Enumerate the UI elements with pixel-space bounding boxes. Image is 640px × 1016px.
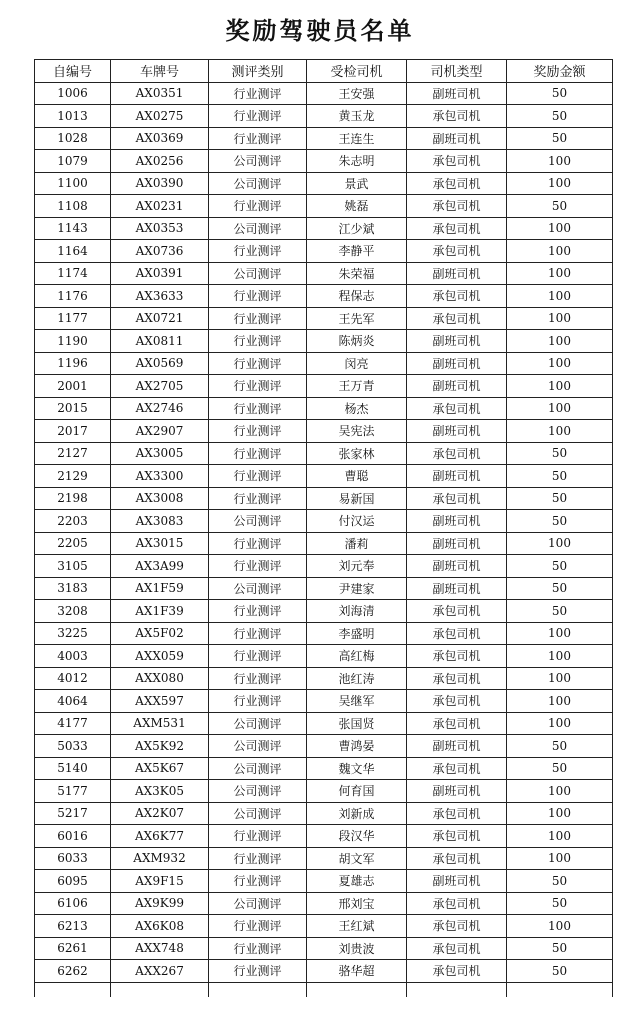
cell-award: 100 <box>507 802 613 825</box>
cell-driver: 刘海清 <box>307 600 407 623</box>
table-row <box>35 960 613 983</box>
cell-award: 50 <box>507 937 613 960</box>
cell-driver-type: 承包司机 <box>407 307 507 330</box>
cell-award: 100 <box>507 847 613 870</box>
cell-driver-type: 副班司机 <box>407 375 507 398</box>
cell-driver-type: 副班司机 <box>407 420 507 443</box>
cell-id: 6106 <box>35 892 111 915</box>
cell-id: 5217 <box>35 802 111 825</box>
cell-plate: AX3005 <box>111 442 209 465</box>
cell-eval-type: 行业测评 <box>209 555 307 578</box>
cell-award: 50 <box>507 960 613 983</box>
cell-plate: AX0351 <box>111 82 209 105</box>
document-title: 奖励驾驶员名单 <box>225 17 415 45</box>
cell-eval-type: 行业测评 <box>209 600 307 623</box>
cell-award: 50 <box>507 892 613 915</box>
cell-plate: AXX267 <box>111 960 209 983</box>
cell-award: 100 <box>507 532 613 555</box>
cell-driver-type: 承包司机 <box>407 105 507 128</box>
cell-plate: AX3300 <box>111 465 209 488</box>
cell-eval-type: 行业测评 <box>209 285 307 308</box>
cell-eval-type: 行业测评 <box>209 240 307 263</box>
cell-driver: 江少斌 <box>307 217 407 240</box>
cell-id: 4064 <box>35 690 111 713</box>
cell-plate: AX0390 <box>111 172 209 195</box>
table-row <box>35 420 613 443</box>
cell-driver-type: 承包司机 <box>407 847 507 870</box>
cell-plate: AX5K67 <box>111 757 209 780</box>
table-row <box>35 172 613 195</box>
table-row <box>35 150 613 173</box>
cell-id: 1013 <box>35 105 111 128</box>
cell-driver: 闵亮 <box>307 352 407 375</box>
table-row <box>35 240 613 263</box>
cell-driver: 王连生 <box>307 127 407 150</box>
cell-plate: AXX059 <box>111 645 209 668</box>
cell-driver: 刘新成 <box>307 802 407 825</box>
cell-driver-type: 承包司机 <box>407 960 507 983</box>
cell-driver: 张国贤 <box>307 712 407 735</box>
column-header-driver-type: 司机类型 <box>407 60 507 83</box>
cell-award: 50 <box>507 442 613 465</box>
award-driver-table <box>34 59 613 997</box>
cell-plate: AX0256 <box>111 150 209 173</box>
cell-plate: AXX080 <box>111 667 209 690</box>
cell-eval-type: 公司测评 <box>209 577 307 600</box>
cell-id: 4003 <box>35 645 111 668</box>
cell-id: 2015 <box>35 397 111 420</box>
cell-id: 2001 <box>35 375 111 398</box>
cell-award: 100 <box>507 645 613 668</box>
cell-id: 1108 <box>35 195 111 218</box>
cell-id: 4177 <box>35 712 111 735</box>
cell-award: 100 <box>507 667 613 690</box>
cell-id: 3208 <box>35 600 111 623</box>
column-header-award: 奖励金额 <box>507 60 613 83</box>
cell-eval-type: 公司测评 <box>209 735 307 758</box>
cell-eval-type: 公司测评 <box>209 262 307 285</box>
cell-award: 100 <box>507 307 613 330</box>
cell-driver: 付汉运 <box>307 510 407 533</box>
cell-eval-type: 公司测评 <box>209 802 307 825</box>
cell-driver-type: 副班司机 <box>407 127 507 150</box>
cell-driver: 朱志明 <box>307 150 407 173</box>
cell-driver-type: 承包司机 <box>407 802 507 825</box>
cell-eval-type: 行业测评 <box>209 960 307 983</box>
cell-id: 2198 <box>35 487 111 510</box>
cell-plate: AX2705 <box>111 375 209 398</box>
cell-driver: 王万青 <box>307 375 407 398</box>
cell-driver-type: 承包司机 <box>407 285 507 308</box>
cell-driver-type: 承包司机 <box>407 487 507 510</box>
cell-eval-type: 行业测评 <box>209 622 307 645</box>
cell-driver-type: 承包司机 <box>407 442 507 465</box>
cell-award: 100 <box>507 825 613 848</box>
cell-eval-type: 公司测评 <box>209 892 307 915</box>
cell-award: 50 <box>507 600 613 623</box>
cell-id: 6095 <box>35 870 111 893</box>
table-row <box>35 712 613 735</box>
cell-id: 1079 <box>35 150 111 173</box>
cell-driver: 姚磊 <box>307 195 407 218</box>
table-row <box>35 487 613 510</box>
column-header-driver: 受检司机 <box>307 60 407 83</box>
cell-id: 6016 <box>35 825 111 848</box>
cell-driver-type: 副班司机 <box>407 735 507 758</box>
cell-driver: 刘贵波 <box>307 937 407 960</box>
cell-eval-type: 行业测评 <box>209 397 307 420</box>
cell-driver: 邢刘宝 <box>307 892 407 915</box>
cell-award: 100 <box>507 622 613 645</box>
table-row <box>35 510 613 533</box>
cell-id: 2205 <box>35 532 111 555</box>
cell-driver: 王先军 <box>307 307 407 330</box>
cell-driver-type: 副班司机 <box>407 82 507 105</box>
cell-award: 50 <box>507 195 613 218</box>
cell-plate: AX0369 <box>111 127 209 150</box>
cell-award: 100 <box>507 217 613 240</box>
column-header-plate: 车牌号 <box>111 60 209 83</box>
table-row <box>35 937 613 960</box>
cell-eval-type: 行业测评 <box>209 487 307 510</box>
cell-award: 50 <box>507 82 613 105</box>
cell-id: 5140 <box>35 757 111 780</box>
cell-plate: AX9F15 <box>111 870 209 893</box>
cell-award: 50 <box>507 555 613 578</box>
cell-plate: AX3008 <box>111 487 209 510</box>
cell-driver: 吴继军 <box>307 690 407 713</box>
cell-driver-type: 承包司机 <box>407 172 507 195</box>
cell-award: 100 <box>507 330 613 353</box>
table-row <box>35 442 613 465</box>
cell-award: 50 <box>507 487 613 510</box>
table-row <box>35 397 613 420</box>
cell-driver-type: 承包司机 <box>407 397 507 420</box>
cell-id: 2203 <box>35 510 111 533</box>
table-row <box>35 600 613 623</box>
cell-award: 100 <box>507 420 613 443</box>
cell-eval-type: 行业测评 <box>209 307 307 330</box>
table-row <box>35 195 613 218</box>
cell-eval-type: 行业测评 <box>209 127 307 150</box>
cell-eval-type: 行业测评 <box>209 352 307 375</box>
cell-driver: 段汉华 <box>307 825 407 848</box>
cell-driver: 李静平 <box>307 240 407 263</box>
cell-driver-type: 副班司机 <box>407 465 507 488</box>
table-row <box>35 690 613 713</box>
cell-driver: 黄玉龙 <box>307 105 407 128</box>
empty-cell <box>209 982 307 997</box>
table-row <box>35 375 613 398</box>
cell-plate: AXM932 <box>111 847 209 870</box>
cell-plate: AX0231 <box>111 195 209 218</box>
cell-eval-type: 行业测评 <box>209 105 307 128</box>
table-row <box>35 105 613 128</box>
table-row <box>35 217 613 240</box>
cell-plate: AX3015 <box>111 532 209 555</box>
table-row <box>35 330 613 353</box>
table-row <box>35 555 613 578</box>
cell-driver: 朱荣福 <box>307 262 407 285</box>
table-row <box>35 307 613 330</box>
table-row <box>35 82 613 105</box>
cell-eval-type: 行业测评 <box>209 915 307 938</box>
table-row <box>35 802 613 825</box>
table-row <box>35 757 613 780</box>
cell-id: 1143 <box>35 217 111 240</box>
cell-id: 2129 <box>35 465 111 488</box>
cell-driver-type: 副班司机 <box>407 555 507 578</box>
cell-plate: AX0391 <box>111 262 209 285</box>
cell-award: 50 <box>507 465 613 488</box>
cell-driver: 王安强 <box>307 82 407 105</box>
cell-award: 100 <box>507 150 613 173</box>
table-row <box>35 127 613 150</box>
cell-id: 1006 <box>35 82 111 105</box>
cell-plate: AX1F39 <box>111 600 209 623</box>
cell-plate: AX3K05 <box>111 780 209 803</box>
cell-id: 2017 <box>35 420 111 443</box>
cell-driver-type: 副班司机 <box>407 510 507 533</box>
cell-driver: 胡文军 <box>307 847 407 870</box>
cell-eval-type: 行业测评 <box>209 442 307 465</box>
cell-plate: AX0736 <box>111 240 209 263</box>
cell-driver: 曹鸿晏 <box>307 735 407 758</box>
cell-id: 5177 <box>35 780 111 803</box>
cell-driver: 刘元奉 <box>307 555 407 578</box>
cell-driver: 尹建家 <box>307 577 407 600</box>
table-row <box>35 577 613 600</box>
empty-cell <box>407 982 507 997</box>
cell-award: 100 <box>507 712 613 735</box>
cell-id: 1100 <box>35 172 111 195</box>
cell-id: 1196 <box>35 352 111 375</box>
cell-award: 50 <box>507 735 613 758</box>
cell-driver-type: 承包司机 <box>407 892 507 915</box>
cell-driver-type: 承包司机 <box>407 712 507 735</box>
cell-driver: 夏雄志 <box>307 870 407 893</box>
cell-award: 100 <box>507 375 613 398</box>
cell-id: 3225 <box>35 622 111 645</box>
cell-driver-type: 承包司机 <box>407 600 507 623</box>
cell-driver: 高红梅 <box>307 645 407 668</box>
cell-driver-type: 副班司机 <box>407 330 507 353</box>
cell-driver: 张家林 <box>307 442 407 465</box>
cell-driver-type: 副班司机 <box>407 262 507 285</box>
cell-id: 3183 <box>35 577 111 600</box>
cell-plate: AX0811 <box>111 330 209 353</box>
cell-driver: 骆华超 <box>307 960 407 983</box>
cell-award: 50 <box>507 127 613 150</box>
cell-eval-type: 行业测评 <box>209 825 307 848</box>
table-row <box>35 780 613 803</box>
cell-plate: AX3633 <box>111 285 209 308</box>
cell-driver-type: 承包司机 <box>407 915 507 938</box>
table-row-continuation <box>35 982 613 997</box>
table-row <box>35 262 613 285</box>
cell-eval-type: 公司测评 <box>209 757 307 780</box>
cell-plate: AX5K92 <box>111 735 209 758</box>
cell-plate: AX9K99 <box>111 892 209 915</box>
table-row <box>35 735 613 758</box>
cell-plate: AX0721 <box>111 307 209 330</box>
cell-driver: 易新国 <box>307 487 407 510</box>
cell-driver: 王红斌 <box>307 915 407 938</box>
cell-award: 100 <box>507 352 613 375</box>
table-row <box>35 667 613 690</box>
cell-plate: AX2907 <box>111 420 209 443</box>
cell-eval-type: 行业测评 <box>209 465 307 488</box>
cell-driver-type: 承包司机 <box>407 240 507 263</box>
cell-id: 1177 <box>35 307 111 330</box>
cell-driver-type: 副班司机 <box>407 577 507 600</box>
cell-id: 1028 <box>35 127 111 150</box>
cell-plate: AX5F02 <box>111 622 209 645</box>
cell-driver-type: 承包司机 <box>407 690 507 713</box>
cell-eval-type: 公司测评 <box>209 510 307 533</box>
cell-plate: AX6K77 <box>111 825 209 848</box>
cell-driver-type: 副班司机 <box>407 352 507 375</box>
cell-driver-type: 副班司机 <box>407 780 507 803</box>
column-header-eval-type: 测评类别 <box>209 60 307 83</box>
cell-award: 100 <box>507 780 613 803</box>
cell-eval-type: 公司测评 <box>209 217 307 240</box>
cell-driver: 程保志 <box>307 285 407 308</box>
cell-id: 5033 <box>35 735 111 758</box>
cell-id: 1164 <box>35 240 111 263</box>
cell-id: 6213 <box>35 915 111 938</box>
cell-plate: AXX597 <box>111 690 209 713</box>
cell-award: 50 <box>507 577 613 600</box>
table-row <box>35 847 613 870</box>
table-row <box>35 645 613 668</box>
cell-eval-type: 行业测评 <box>209 847 307 870</box>
cell-award: 50 <box>507 870 613 893</box>
cell-eval-type: 行业测评 <box>209 82 307 105</box>
cell-driver: 杨杰 <box>307 397 407 420</box>
cell-plate: AX0275 <box>111 105 209 128</box>
cell-award: 100 <box>507 397 613 420</box>
cell-driver: 魏文华 <box>307 757 407 780</box>
cell-plate: AX3083 <box>111 510 209 533</box>
cell-eval-type: 行业测评 <box>209 870 307 893</box>
cell-eval-type: 行业测评 <box>209 645 307 668</box>
cell-driver-type: 副班司机 <box>407 532 507 555</box>
table-row <box>35 825 613 848</box>
cell-plate: AX0569 <box>111 352 209 375</box>
cell-eval-type: 行业测评 <box>209 195 307 218</box>
cell-id: 1174 <box>35 262 111 285</box>
cell-award: 100 <box>507 172 613 195</box>
empty-cell <box>35 982 111 997</box>
cell-id: 1176 <box>35 285 111 308</box>
cell-eval-type: 行业测评 <box>209 330 307 353</box>
cell-plate: AX1F59 <box>111 577 209 600</box>
table-row <box>35 870 613 893</box>
cell-id: 3105 <box>35 555 111 578</box>
cell-id: 1190 <box>35 330 111 353</box>
cell-plate: AX6K08 <box>111 915 209 938</box>
cell-plate: AXM531 <box>111 712 209 735</box>
cell-award: 50 <box>507 757 613 780</box>
cell-eval-type: 公司测评 <box>209 150 307 173</box>
cell-driver-type: 承包司机 <box>407 622 507 645</box>
cell-eval-type: 行业测评 <box>209 937 307 960</box>
table-body <box>35 82 613 997</box>
cell-award: 100 <box>507 690 613 713</box>
cell-plate: AX2746 <box>111 397 209 420</box>
cell-eval-type: 公司测评 <box>209 780 307 803</box>
empty-cell <box>111 982 209 997</box>
cell-plate: AX0353 <box>111 217 209 240</box>
cell-eval-type: 行业测评 <box>209 420 307 443</box>
cell-id: 6262 <box>35 960 111 983</box>
cell-eval-type: 行业测评 <box>209 667 307 690</box>
cell-eval-type: 行业测评 <box>209 375 307 398</box>
cell-plate: AX2K07 <box>111 802 209 825</box>
table-row <box>35 532 613 555</box>
cell-driver-type: 承包司机 <box>407 825 507 848</box>
cell-award: 100 <box>507 285 613 308</box>
cell-driver-type: 承包司机 <box>407 937 507 960</box>
cell-driver: 曹聪 <box>307 465 407 488</box>
cell-id: 2127 <box>35 442 111 465</box>
cell-award: 100 <box>507 262 613 285</box>
cell-award: 50 <box>507 105 613 128</box>
cell-driver-type: 承包司机 <box>407 757 507 780</box>
cell-driver-type: 副班司机 <box>407 870 507 893</box>
cell-id: 4012 <box>35 667 111 690</box>
cell-driver-type: 承包司机 <box>407 195 507 218</box>
cell-driver: 吴宪法 <box>307 420 407 443</box>
table-row <box>35 285 613 308</box>
cell-driver-type: 承包司机 <box>407 150 507 173</box>
cell-plate: AX3A99 <box>111 555 209 578</box>
cell-driver: 景武 <box>307 172 407 195</box>
cell-driver-type: 承包司机 <box>407 217 507 240</box>
cell-eval-type: 行业测评 <box>209 690 307 713</box>
cell-plate: AXX748 <box>111 937 209 960</box>
cell-driver-type: 承包司机 <box>407 645 507 668</box>
table-row <box>35 352 613 375</box>
table-row <box>35 915 613 938</box>
cell-driver: 陈炳炎 <box>307 330 407 353</box>
cell-driver: 潘莉 <box>307 532 407 555</box>
table-row <box>35 465 613 488</box>
table-header-row <box>35 60 613 83</box>
cell-id: 6261 <box>35 937 111 960</box>
table-row <box>35 892 613 915</box>
cell-award: 100 <box>507 240 613 263</box>
cell-eval-type: 行业测评 <box>209 532 307 555</box>
cell-driver: 李盛明 <box>307 622 407 645</box>
cell-driver: 何育国 <box>307 780 407 803</box>
cell-id: 6033 <box>35 847 111 870</box>
cell-eval-type: 公司测评 <box>209 172 307 195</box>
cell-driver: 池红涛 <box>307 667 407 690</box>
column-header-id: 自编号 <box>35 60 111 83</box>
empty-cell <box>507 982 613 997</box>
empty-cell <box>307 982 407 997</box>
cell-award: 100 <box>507 915 613 938</box>
table-row <box>35 622 613 645</box>
cell-award: 50 <box>507 510 613 533</box>
cell-driver-type: 承包司机 <box>407 667 507 690</box>
cell-eval-type: 公司测评 <box>209 712 307 735</box>
